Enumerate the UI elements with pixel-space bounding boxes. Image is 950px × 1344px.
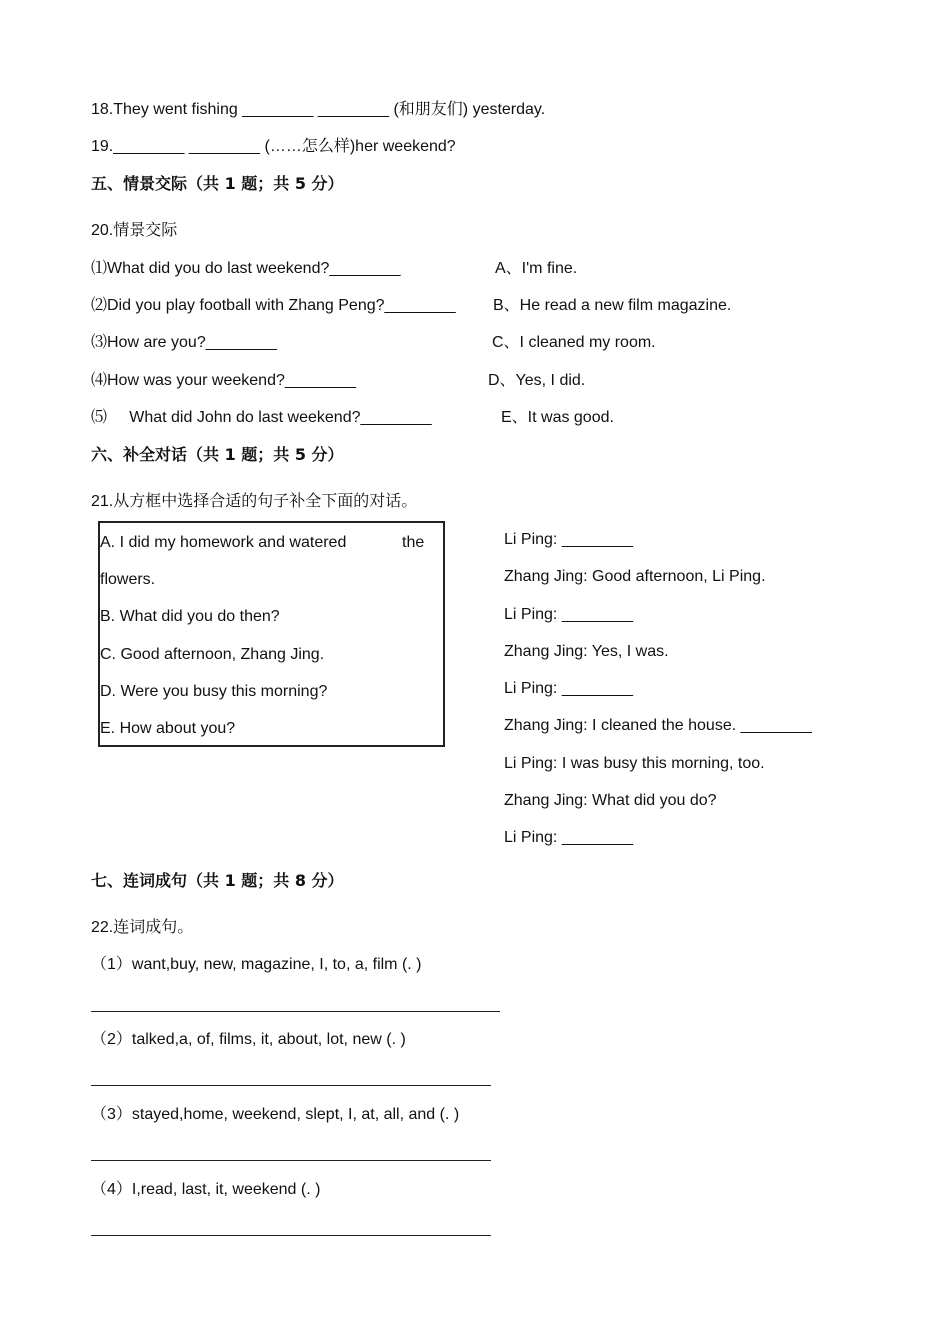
question-18: 18.They went fishing ________ ________ (和朋友们) yesterday. (91, 101, 546, 118)
q20-answer-b: B、He read a new film magazine. (493, 297, 732, 314)
q22-item-1: （1）want,buy, new, magazine, I, to, a, film (. ) (91, 956, 422, 973)
dialogue-line-6: Zhang Jing: I cleaned the house. ________ (504, 717, 812, 734)
option-b: B. What did you do then? (100, 608, 280, 625)
option-c: C. Good afternoon, Zhang Jing. (100, 646, 325, 663)
question-22-title: 22.连词成句。 (91, 919, 194, 936)
options-box (98, 521, 445, 747)
q22-item-4: （4）I,read, last, it, weekend (. ) (91, 1181, 321, 1198)
dialogue-line-2: Zhang Jing: Good afternoon, Li Ping. (504, 568, 766, 585)
q20-answer-c: C、I cleaned my room. (492, 334, 656, 351)
section-5-heading: 五、情景交际（共 1 题；共 5 分） (91, 174, 344, 193)
q20-answer-d: D、Yes, I did. (488, 372, 586, 389)
answer-line-4[interactable] (91, 1235, 491, 1236)
q20-question-4: ⑷How was your weekend?________ (91, 372, 357, 389)
option-d: D. Were you busy this morning? (100, 683, 328, 700)
answer-line-3[interactable] (91, 1160, 491, 1161)
q22-item-2: （2）talked,a, of, films, it, about, lot, new (. ) (91, 1031, 406, 1048)
dialogue-line-3: Li Ping: ________ (504, 606, 633, 623)
q20-answer-e: E、It was good. (501, 409, 614, 426)
q20-question-1: ⑴What did you do last weekend?________ (91, 260, 401, 277)
q20-answer-a: A、I'm fine. (495, 260, 578, 277)
option-a-line2: flowers. (100, 571, 156, 588)
question-21-title: 21.从方框中选择合适的句子补全下面的对话。 (91, 493, 418, 510)
answer-line-1[interactable] (91, 1011, 500, 1012)
section-7-heading: 七、连词成句（共 1 题；共 8 分） (91, 871, 344, 890)
dialogue-line-7: Li Ping: I was busy this morning, too. (504, 755, 765, 772)
dialogue-line-8: Zhang Jing: What did you do? (504, 792, 717, 809)
question-19: 19.________ ________ (……怎么样)her weekend? (91, 138, 456, 155)
option-a-line1: A. I did my homework and watered (100, 534, 347, 551)
q22-item-3: （3）stayed,home, weekend, slept, I, at, all, and (. ) (91, 1106, 460, 1123)
dialogue-line-4: Zhang Jing: Yes, I was. (504, 643, 669, 660)
dialogue-line-1: Li Ping: ________ (504, 531, 633, 548)
q20-question-3: ⑶How are you?________ (91, 334, 277, 351)
section-6-heading: 六、补全对话（共 1 题；共 5 分） (91, 445, 344, 464)
dialogue-line-9: Li Ping: ________ (504, 829, 633, 846)
q20-question-5: ⑸ What did John do last weekend?________ (91, 409, 432, 426)
option-e: E. How about you? (100, 720, 236, 737)
question-20-title: 20.情景交际 (91, 222, 178, 239)
dialogue-line-5: Li Ping: ________ (504, 680, 633, 697)
answer-line-2[interactable] (91, 1085, 491, 1086)
q20-question-2: ⑵Did you play football with Zhang Peng?________ (91, 297, 456, 314)
option-a-line1-end: the (402, 534, 425, 551)
